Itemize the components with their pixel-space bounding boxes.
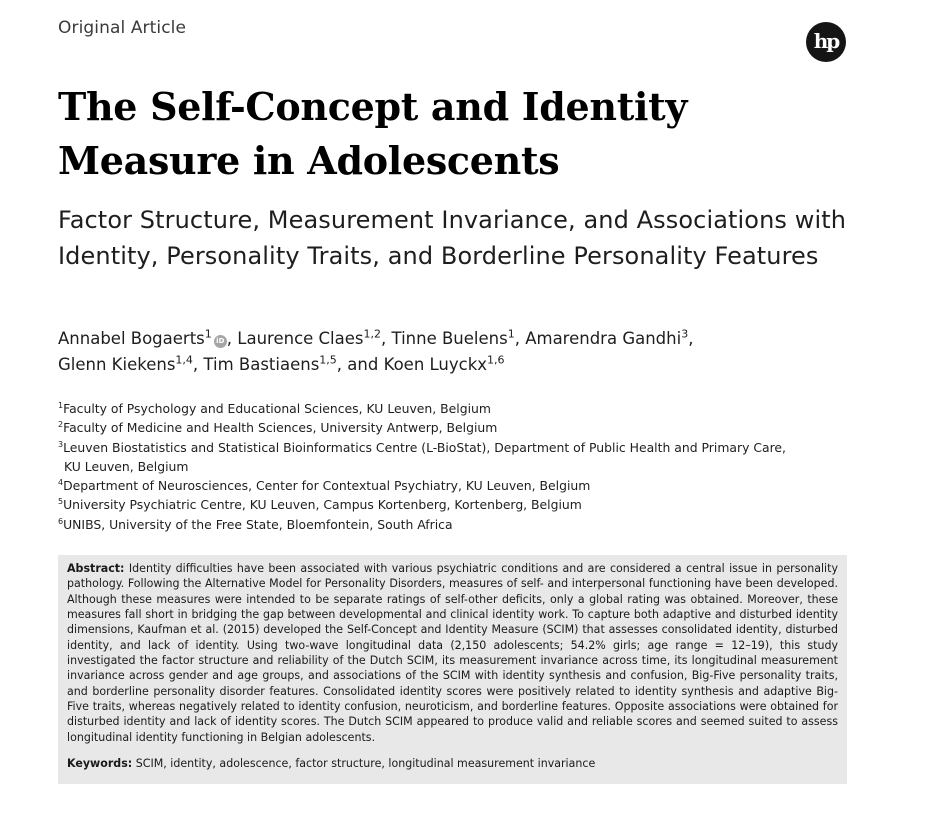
affiliation-number: 3	[58, 439, 64, 449]
author-affiliation-ref: 1,4	[175, 353, 193, 367]
affiliation-text: Leuven Biostatistics and Statistical Bioinformatics Centre (L-BioStat), Department of Public Health and Primary Care,	[63, 439, 786, 455]
author-separator: ,	[381, 329, 392, 348]
keywords-line	[67, 756, 838, 771]
affiliation-text: Faculty of Medicine and Health Sciences, University Antwerp, Belgium	[63, 420, 498, 436]
affiliation-text: UNIBS, University of the Free State, Bloemfontein, South Africa	[63, 516, 453, 532]
author-name[interactable]: Laurence Claes	[237, 329, 364, 348]
author-list	[58, 326, 878, 378]
author-separator: , and	[336, 355, 384, 374]
author-name[interactable]: Tim Bastiaens	[203, 355, 320, 374]
affiliation-number: 2	[58, 420, 64, 430]
author-affiliation-ref: 3	[681, 327, 689, 341]
hogrefe-logo-icon: hp	[813, 29, 839, 53]
author-affiliation-ref: 1	[204, 327, 212, 341]
orcid-icon[interactable]: iD	[214, 335, 227, 348]
author-name[interactable]: Koen Luyckx	[383, 355, 488, 374]
affiliation-text: Department of Neurosciences, Center for Contextual Psychiatry, KU Leuven, Belgium	[63, 478, 591, 494]
affiliation-item	[58, 438, 858, 457]
author-affiliation-ref: 1,5	[319, 353, 337, 367]
article-type-label: Original Article	[58, 18, 187, 38]
author-name[interactable]: Glenn Kiekens	[58, 355, 176, 374]
affiliation-item	[58, 495, 858, 514]
affiliation-list	[58, 399, 858, 534]
affiliation-number: 6	[58, 516, 64, 526]
abstract-text: Identity difficulties have been associated with various psychiatric conditions and are considered a central issue in personality pathology. Following the Alternative Model for Personality Disorders, measures of self- and interpersonal functioning have been developed. Although these measures were intended to be separate ratings of self-other deficits, only a global rating was obtained. Moreover, these measures fall short in bridging the gap between developmental and clinical identity work. To capture both adaptive and disturbed identity dimensions, Kaufman et al. (2015) developed the Self-Concept and Identity Measure (SCIM) that assesses consolidated identity, disturbed identity, and lack of identity. Using two-wave longitudinal data (2,150 adolescents; 54.2% girls; age range = 12–19), this study investigated the factor structure and reliability of the Dutch SCIM, its measurement invariance across time, its longitudinal measurement invariance across gender and age groups, and associations of the SCIM with identity synthesis and confusion, Big-Five personality traits, and borderline personality disorder features. Consolidated identity scores were positively related to identity synthesis and adaptive Big-Five traits, whereas negatively related to identity confusion, neuroticism, and borderline features. Opposite associations were obtained for disturbed identity and lack of identity scores. The Dutch SCIM appeared to produce valid and reliable scores and seemed suited to assess longitudinal identity functioning in Belgian adolescents.	[67, 562, 838, 744]
author-separator: ,	[192, 355, 204, 374]
affiliation-text: Faculty of Psychology and Educational Sciences, KU Leuven, Belgium	[63, 401, 491, 416]
affiliation-number: 5	[58, 497, 64, 507]
affiliation-item	[58, 399, 858, 418]
affiliation-item	[58, 476, 858, 495]
author-separator: ,	[226, 329, 238, 348]
author-name[interactable]: Amarendra Gandhi	[525, 329, 682, 348]
affiliation-item	[58, 515, 858, 534]
affiliation-text: University Psychiatric Centre, KU Leuven, Campus Kortenberg, Kortenberg, Belgium	[63, 497, 582, 513]
abstract-box	[58, 555, 847, 784]
abstract-label: Abstract:	[67, 562, 125, 575]
article-title: The Self-Concept and Identity Measure in Adolescents	[58, 84, 688, 183]
publisher-logo	[806, 22, 846, 62]
affiliation-text: KU Leuven, Belgium	[64, 458, 189, 474]
abstract-paragraph	[67, 561, 838, 745]
author-name[interactable]: Annabel Bogaerts	[58, 329, 205, 348]
author-name[interactable]: Tinne Buelens	[391, 329, 508, 348]
affiliation-item	[58, 418, 858, 437]
affiliation-number: 4	[58, 478, 64, 488]
article-subtitle: Factor Structure, Measurement Invariance, and Associations with Identity, Personality Traits, and Borderline Personality Features	[58, 206, 847, 270]
affiliation-continuation	[58, 457, 858, 476]
keywords-label: Keywords:	[67, 757, 133, 771]
affiliation-number: 1	[58, 400, 64, 410]
author-affiliation-ref: 1	[507, 327, 515, 341]
author-separator: ,	[688, 329, 694, 348]
author-affiliation-ref: 1,6	[487, 353, 505, 367]
keywords-text: SCIM, identity, adolescence, factor structure, longitudinal measurement invariance	[135, 757, 596, 771]
author-separator: ,	[514, 329, 526, 348]
author-affiliation-ref: 1,2	[363, 327, 382, 341]
